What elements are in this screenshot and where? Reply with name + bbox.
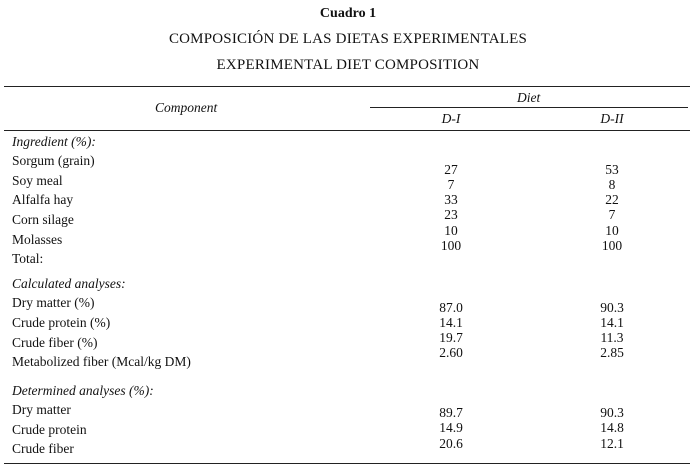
row-label: Total:	[12, 251, 44, 266]
cell-d1: 19.7	[439, 330, 463, 345]
row-label: Metabolized fiber (Mcal/kg DM)	[12, 354, 191, 369]
section-title-determined: Determined analyses (%):	[12, 383, 154, 398]
row-label: Crude protein (%)	[12, 315, 111, 330]
cell-d1: 23	[444, 207, 458, 222]
cell-d1: 14.9	[439, 420, 463, 435]
cell-d2: 11.3	[600, 330, 624, 345]
cell-d2: 53	[605, 162, 619, 177]
cell-d1: 33	[444, 192, 458, 207]
row-label: Crude protein	[12, 422, 87, 437]
section-title-calculated: Calculated analyses:	[12, 276, 126, 291]
row-label: Dry matter (%)	[12, 295, 95, 310]
component-header: Component	[155, 100, 218, 115]
table-title-english: EXPERIMENTAL DIET COMPOSITION	[216, 57, 480, 73]
top-rule	[4, 86, 690, 87]
row-label: Crude fiber	[12, 441, 74, 456]
cell-d1: 87.0	[439, 300, 463, 315]
row-label: Alfalfa hay	[12, 192, 74, 207]
cell-d1: 2.60	[439, 345, 463, 360]
row-label: Sorgum (grain)	[12, 153, 95, 168]
cell-d1: 27	[444, 162, 458, 177]
cell-d2: 14.8	[600, 420, 624, 435]
cell-d1: 14.1	[439, 315, 463, 330]
cell-d2: 14.1	[600, 315, 624, 330]
cell-d2: 22	[605, 192, 619, 207]
cell-d1: 89.7	[439, 405, 463, 420]
row-label: Corn silage	[12, 212, 74, 227]
table-title-spanish: COMPOSICIÓN DE LAS DIETAS EXPERIMENTALES	[168, 31, 528, 47]
cell-d2: 8	[608, 177, 616, 192]
section-title-ingredient: Ingredient (%):	[12, 134, 96, 149]
cell-d1: 20.6	[439, 436, 463, 451]
header-bottom-rule	[4, 130, 690, 131]
cell-d2: 2.85	[600, 345, 624, 360]
diet-underline	[370, 107, 688, 108]
column-header-d1: D-I	[441, 111, 461, 126]
cell-d1: 10	[444, 223, 458, 238]
row-label: Dry matter	[12, 402, 71, 417]
cell-d1: 100	[440, 238, 462, 253]
cell-d1: 7	[447, 177, 455, 192]
cell-d2: 90.3	[600, 405, 624, 420]
bottom-rule	[4, 463, 690, 464]
row-label: Soy meal	[12, 173, 63, 188]
diet-header: Diet	[517, 90, 541, 105]
row-label: Crude fiber (%)	[12, 335, 98, 350]
cell-d2: 7	[608, 207, 616, 222]
column-header-d2: D-II	[600, 111, 624, 126]
cell-d2: 100	[601, 238, 623, 253]
table-label: Cuadro 1	[319, 6, 377, 21]
cell-d2: 12.1	[600, 436, 624, 451]
cell-d2: 90.3	[600, 300, 624, 315]
cell-d2: 10	[605, 223, 619, 238]
row-label: Molasses	[12, 232, 63, 247]
